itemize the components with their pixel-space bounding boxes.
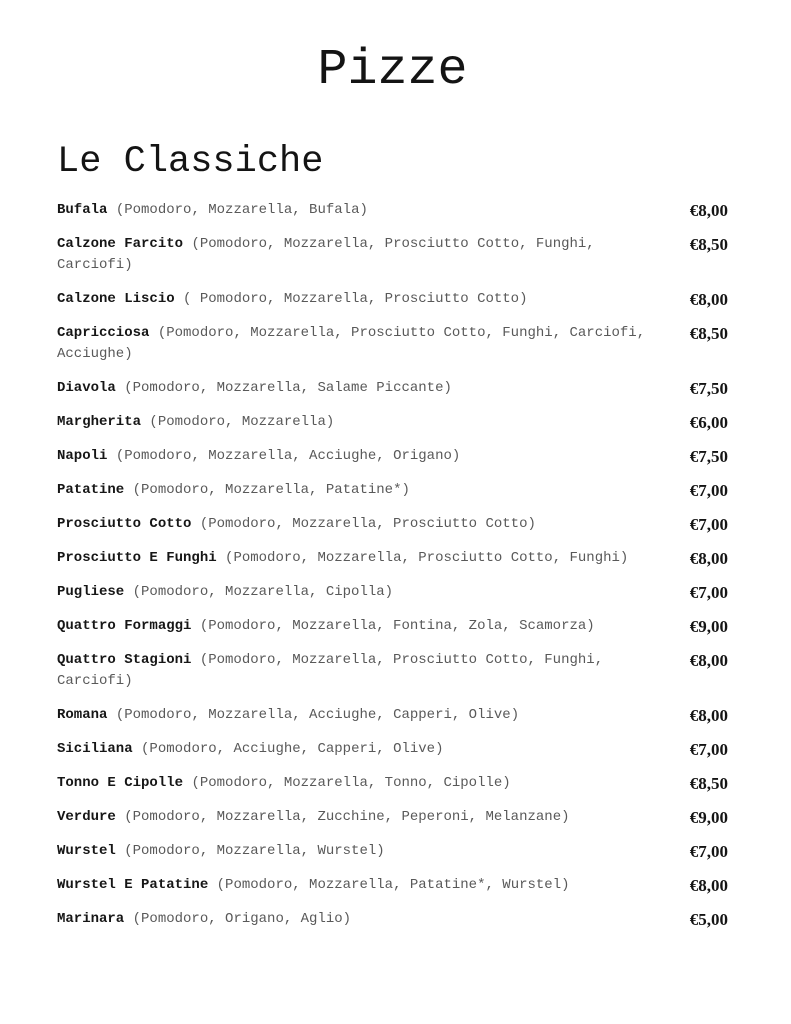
item-ingredients: (Pomodoro, Mozzarella, Zucchine, Peperoni, Melanzane)	[124, 809, 570, 826]
item-price: €7,00	[689, 740, 728, 760]
item-name: Siciliana	[57, 741, 133, 758]
menu-item-text	[57, 446, 662, 467]
item-price: €7,00	[689, 515, 728, 535]
item-name: Romana	[57, 707, 108, 724]
menu-item	[57, 705, 728, 726]
menu-item-text	[57, 412, 662, 433]
menu-item	[57, 480, 728, 501]
menu-item-text	[57, 514, 662, 535]
menu-item	[57, 412, 728, 433]
item-name: Verdure	[57, 809, 116, 826]
menu-item-text	[57, 582, 662, 603]
menu-item	[57, 548, 728, 569]
item-name: Diavola	[57, 380, 116, 397]
menu-item-text	[57, 650, 662, 692]
item-ingredients: (Pomodoro, Mozzarella, Wurstel)	[124, 843, 385, 860]
item-price: €5,00	[689, 910, 728, 930]
item-ingredients: (Pomodoro, Origano, Aglio)	[132, 911, 352, 928]
menu-item	[57, 773, 728, 794]
item-price: €8,00	[689, 201, 728, 221]
item-name: Patatine	[57, 482, 125, 499]
item-name: Capricciosa	[57, 325, 150, 342]
menu-item-text	[57, 705, 662, 726]
item-ingredients: (Pomodoro, Mozzarella, Tonno, Cipolle)	[191, 775, 511, 792]
item-name: Pugliese	[57, 584, 125, 601]
item-price: €8,00	[689, 549, 728, 569]
item-name: Marinara	[57, 911, 125, 928]
menu-item	[57, 875, 728, 896]
menu-item-text	[57, 378, 662, 399]
item-ingredients: (Pomodoro, Mozzarella, Patatine*, Wurstel)	[216, 877, 570, 894]
item-price: €9,00	[689, 617, 728, 637]
menu-item	[57, 378, 728, 399]
menu-item-text	[57, 200, 662, 221]
item-ingredients: (Pomodoro, Mozzarella, Fontina, Zola, Scamorza)	[199, 618, 595, 635]
item-price: €8,50	[689, 774, 728, 794]
item-ingredients: (Pomodoro, Mozzarella, Patatine*)	[132, 482, 410, 499]
item-name: Quattro Stagioni	[57, 652, 192, 669]
item-name: Calzone Liscio	[57, 291, 175, 308]
item-price: €8,00	[689, 876, 728, 896]
item-name: Wurstel E Patatine	[57, 877, 209, 894]
item-price: €7,50	[689, 379, 728, 399]
item-ingredients: (Pomodoro, Acciughe, Capperi, Olive)	[141, 741, 444, 758]
menu-item-text	[57, 807, 662, 828]
page-title: Pizze	[317, 42, 468, 99]
item-ingredients: (Pomodoro, Mozzarella, Prosciutto Cotto)	[199, 516, 536, 533]
item-ingredients: ( Pomodoro, Mozzarella, Prosciutto Cotto)	[183, 291, 528, 308]
item-ingredients: (Pomodoro, Mozzarella, Acciughe, Capperi, Olive)	[115, 707, 520, 724]
menu-item-text	[57, 289, 662, 310]
menu-item-text	[57, 480, 662, 501]
menu-item	[57, 739, 728, 760]
menu-item-text	[57, 323, 662, 365]
item-name: Prosciutto Cotto	[57, 516, 192, 533]
item-name: Bufala	[57, 202, 108, 219]
item-price: €8,50	[689, 235, 728, 255]
item-price: €7,00	[689, 842, 728, 862]
section-heading: Le Classiche	[57, 141, 324, 183]
item-name: Margherita	[57, 414, 142, 431]
menu-item	[57, 514, 728, 535]
menu-item	[57, 446, 728, 467]
menu-item	[57, 200, 728, 221]
item-price: €8,00	[689, 706, 728, 726]
menu-item	[57, 650, 728, 692]
item-name: Quattro Formaggi	[57, 618, 192, 635]
menu-item-text	[57, 739, 662, 760]
item-price: €9,00	[689, 808, 728, 828]
menu-item-text	[57, 616, 662, 637]
item-name: Tonno E Cipolle	[57, 775, 184, 792]
menu-item	[57, 909, 728, 930]
menu-item-text	[57, 841, 662, 862]
item-ingredients: (Pomodoro, Mozzarella, Bufala)	[115, 202, 368, 219]
item-price: €8,00	[689, 651, 728, 671]
item-ingredients: (Pomodoro, Mozzarella, Prosciutto Cotto, Funghi)	[225, 550, 629, 567]
item-name: Calzone Farcito	[57, 236, 184, 253]
menu-item	[57, 234, 728, 276]
menu-item-text	[57, 773, 662, 794]
item-ingredients: (Pomodoro, Mozzarella, Prosciutto Cotto, Funghi, Carciofi, Acciughe)	[57, 325, 646, 363]
menu-item	[57, 616, 728, 637]
menu-item-text	[57, 548, 662, 569]
item-ingredients: (Pomodoro, Mozzarella, Cipolla)	[132, 584, 394, 601]
item-ingredients: (Pomodoro, Mozzarella, Prosciutto Cotto, Funghi, Carciofi)	[57, 236, 595, 274]
item-name: Wurstel	[57, 843, 116, 860]
menu-item	[57, 323, 728, 365]
item-price: €7,00	[689, 481, 728, 501]
menu-list	[57, 200, 728, 930]
menu-item	[57, 807, 728, 828]
item-price: €6,00	[689, 413, 728, 433]
menu-item	[57, 841, 728, 862]
item-ingredients: (Pomodoro, Mozzarella, Prosciutto Cotto, Funghi, Carciofi)	[57, 652, 604, 690]
menu-item-text	[57, 234, 662, 276]
menu-item	[57, 582, 728, 603]
menu-item-text	[57, 909, 662, 930]
item-price: €8,00	[689, 290, 728, 310]
item-ingredients: (Pomodoro, Mozzarella, Acciughe, Origano)	[115, 448, 461, 465]
menu-item	[57, 289, 728, 310]
item-name: Napoli	[57, 448, 108, 465]
item-price: €7,00	[689, 583, 728, 603]
item-ingredients: (Pomodoro, Mozzarella)	[149, 414, 335, 431]
item-name: Prosciutto E Funghi	[57, 550, 217, 567]
item-ingredients: (Pomodoro, Mozzarella, Salame Piccante)	[124, 380, 452, 397]
item-price: €8,50	[689, 324, 728, 344]
item-price: €7,50	[689, 447, 728, 467]
menu-item-text	[57, 875, 662, 896]
